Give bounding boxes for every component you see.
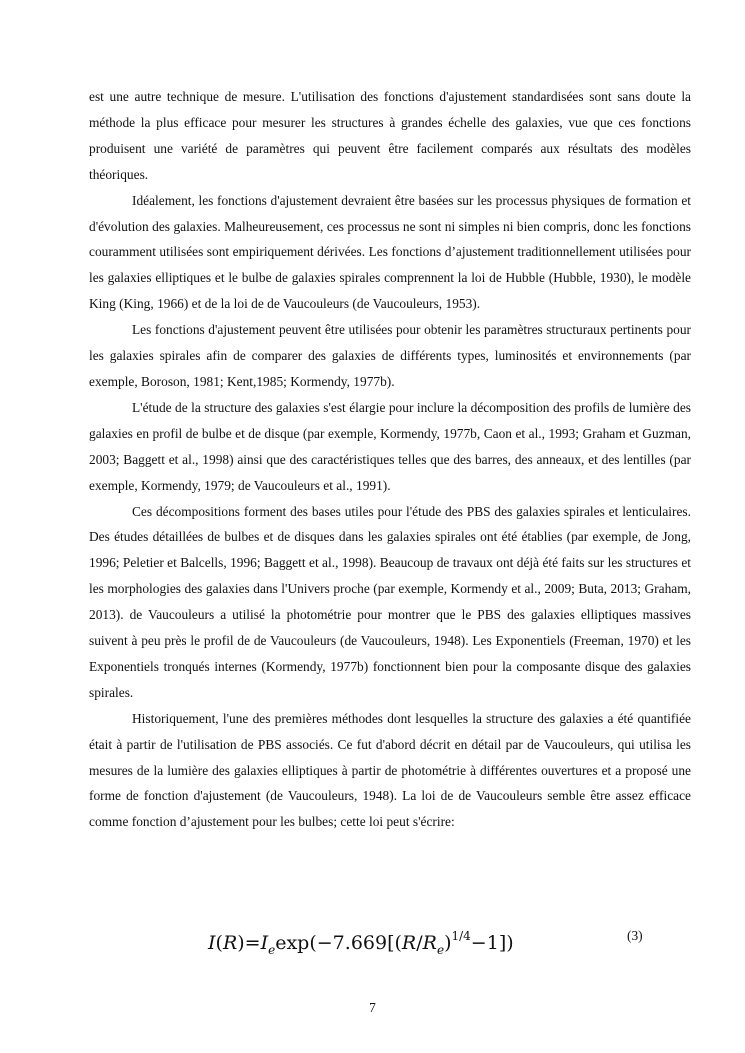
document-body xyxy=(89,84,691,835)
eq-paren: ( xyxy=(309,932,317,954)
eq-exponent: 1/4 xyxy=(451,929,471,943)
equation-number: (3) xyxy=(627,928,643,943)
eq-bracket: [( xyxy=(387,932,402,954)
eq-lhs-symbol: I xyxy=(208,932,216,954)
de-vaucouleurs-equation xyxy=(208,918,514,968)
eq-ratio-subscript: e xyxy=(436,943,445,957)
paragraph: Les fonctions d'ajustement peuvent être utilisées pour obtenir les paramètres structuraux pertinents pour les galaxies spirales afin de comparer des galaxies de différents types, luminosités et environnements (par exemple, Boroson, 1981; Kent,1985; Kormendy, 1977b). xyxy=(89,322,691,389)
page-number: 7 xyxy=(369,1000,376,1015)
eq-function: exp xyxy=(275,932,310,954)
eq-paren: ) xyxy=(444,932,452,954)
eq-ratio-denominator: R xyxy=(422,932,437,954)
eq-bracket: ]) xyxy=(498,932,514,954)
eq-rhs-symbol: I xyxy=(260,932,269,954)
eq-slash: / xyxy=(416,932,423,954)
eq-lhs-arg: R xyxy=(222,932,238,954)
paragraph: Idéalement, les fonctions d'ajustement devraient être basées sur les processus physiques de formation et d'évolution des galaxies. Malheureusement, ces processus ne sont ni simples ni bien compris, donc les fonctions couramment utilisées sont empiriquement dérivées. Les fonctions d’ajustement traditionnellement utilisées pour les galaxies elliptiques et le bulbe de galaxies spirales comprennent la loi de Hubble (Hubble, 1930), le modèle King (King, 1966) et de la loi de de Vaucouleurs (de Vaucouleurs, 1953). xyxy=(89,192,691,312)
paragraph: Ces décompositions forment des bases utiles pour l'étude des PBS des galaxies spirales et lenticulaires. Des études détaillées de bulbes et de disques dans les galaxies spirales ont été établies (par exemple, de Jong, 1996; Peletier et Balcells, 1996; Baggett et al., 1998). Beaucoup de travaux ont déjà été faits sur les structures et les morphologies des galaxies dans l'Univers proche (par exemple, Kormendy et al., 2009; Buta, 2013; Graham, 2013). de Vaucouleurs a utilisé la photométrie pour montrer que le PBS des galaxies elliptiques massives suivent à peu près le profil de de Vaucouleurs (de Vaucouleurs, 1948). Les Exponentiels (Freeman, 1970) et les Exponentiels tronqués internes (Kormendy, 1977b) fonctionnent bien pour la composante disque des galaxies spirales. xyxy=(89,503,691,700)
paragraph: Historiquement, l'une des premières méthodes dont lesquelles la structure des galaxies a été quantifiée était à partir de l'utilisation de PBS associés. Ce fut d'abord décrit en détail par de Vaucouleurs, qui utilisa les mesures de la lumière des galaxies elliptiques à partir de photométrie à différentes ouvertures et a proposé une forme de fonction d'ajustement (de Vaucouleurs, 1948). La loi de de Vaucouleurs semble être assez efficace comme fonction d’ajustement pour les bulbes; cette loi peut s'écrire: xyxy=(89,710,691,830)
equation-block xyxy=(89,918,691,957)
eq-paren: )= xyxy=(237,932,261,954)
eq-paren: ( xyxy=(215,932,223,954)
eq-rhs-subscript: e xyxy=(268,943,276,957)
eq-ratio-numerator: R xyxy=(401,932,417,954)
paragraph: est une autre technique de mesure. L'utilisation des fonctions d'ajustement standardisées sont sans doute la méthode la plus efficace pour mesurer les structures à grandes échelle des galaxies, vue que ces fonctions produisent une variété de paramètres qui peuvent être facilement comparés aux résultats des modèles théoriques. xyxy=(89,89,691,182)
eq-coefficient: −7.669 xyxy=(316,932,388,954)
paragraph: L'étude de la structure des galaxies s'est élargie pour inclure la décomposition des profils de lumière des galaxies en profil de bulbe et de disque (par exemple, Kormendy, 1977b, Caon et al., 1993; Graham et Guzman, 2003; Baggett et al., 1998) ainsi que des caractéristiques telles que des barres, des anneaux, et des lentilles (par exemple, Kormendy, 1979; de Vaucouleurs et al., 1991). xyxy=(89,399,691,493)
eq-minus-one: −1 xyxy=(470,932,499,954)
